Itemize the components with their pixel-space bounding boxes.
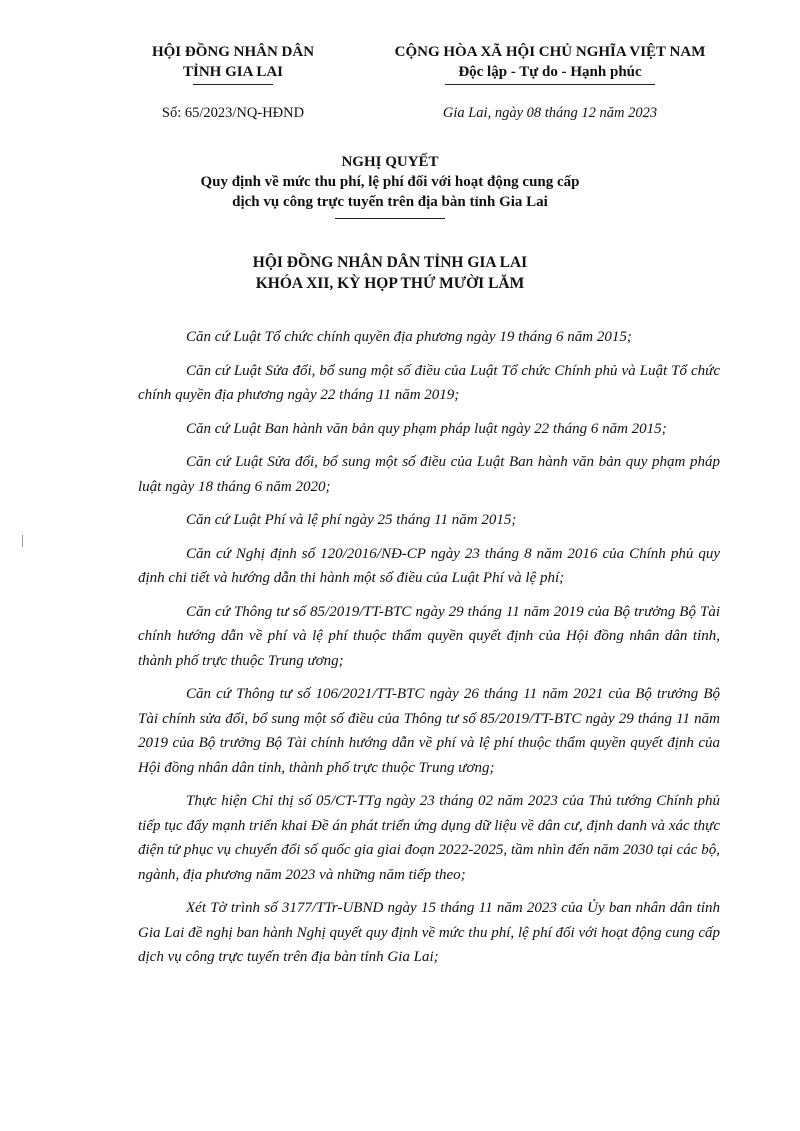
legal-basis-paragraph: Căn cứ Thông tư số 85/2019/TT-BTC ngày 29 tháng 11 năm 2019 của Bộ trưởng Bộ Tài chính hướng dẫn về phí và lệ phí thuộc thẩm quyền quyết định của Hội đồng nhân dân tỉnh, thành phố trực thuộc Trung ương; — [138, 603, 720, 669]
legal-basis-section — [138, 325, 720, 979]
legal-basis-paragraph: Căn cứ Luật Phí và lệ phí ngày 25 tháng 11 năm 2015; — [186, 512, 517, 528]
legal-basis-paragraph: Xét Tờ trình số 3177/TTr-UBND ngày 15 tháng 11 năm 2023 của Ủy ban nhân dân tỉnh Gia Lai đề nghị ban hành Nghị quyết quy định về mức thu phí, lệ phí đối với hoạt động cung cấp dịch vụ công trực tuyến trên địa bàn tỉnh Gia Lai; — [138, 900, 720, 965]
national-motto: Độc lập - Tự do - Hạnh phúc — [458, 64, 642, 80]
resolution-subject-line2: dịch vụ công trực tuyến trên địa bàn tỉnh Gia Lai — [232, 194, 548, 210]
legal-basis-paragraph: Thực hiện Chỉ thị số 05/CT-TTg ngày 23 tháng 02 năm 2023 của Thủ tướng Chính phủ tiếp tục đẩy mạnh triển khai Đề án phát triển ứng dụng dữ liệu về dân cư, định danh và xác thực điện tử phục vụ chuyển đổi số quốc gia giai đoạn 2022-2025, tầm nhìn đến năm 2030 tại các bộ, ngành, địa phương năm 2023 và những năm tiếp theo; — [138, 793, 720, 883]
title-underline — [335, 218, 445, 219]
legal-basis-paragraph: Căn cứ Luật Sửa đổi, bổ sung một số điều của Luật Ban hành văn bản quy phạm pháp luật ngày 18 tháng 6 năm 2020; — [138, 454, 720, 495]
document-number: Số: 65/2023/NQ-HĐND — [161, 105, 305, 121]
document-type: NGHỊ QUYẾT — [341, 154, 439, 170]
legal-basis-paragraph: Căn cứ Luật Sửa đổi, bổ sung một số điều của Luật Tổ chức Chính phủ và Luật Tổ chức chính quyền địa phương ngày 22 tháng 11 năm 2019; — [138, 362, 720, 403]
scan-margin-mark — [22, 535, 23, 547]
agency-underline — [193, 84, 273, 85]
legal-basis-paragraph: Căn cứ Thông tư số 106/2021/TT-BTC ngày 26 tháng 11 năm 2021 của Bộ trưởng Bộ Tài chính sửa đổi, bổ sung một số điều của Thông tư số 85/2019/TT-BTC ngày 29 tháng 11 năm 2019 của Bộ trưởng Bộ Tài chính hướng dẫn về phí và lệ phí thuộc thẩm quyền quyết định của Hội đồng nhân dân tỉnh, thành phố trực thuộc Trung ương; — [138, 686, 720, 776]
issuing-agency-block — [108, 42, 358, 123]
resolution-subject-line1: Quy định về mức thu phí, lệ phí đối với hoạt động cung cấp — [200, 174, 580, 190]
legal-basis-paragraph: Căn cứ Nghị định số 120/2016/NĐ-CP ngày 23 tháng 8 năm 2016 của Chính phủ quy định chi tiết và hướng dẫn thi hành một số điều của Luật Phí và lệ phí; — [138, 545, 720, 586]
motto-underline — [445, 84, 655, 85]
national-heading-block — [360, 42, 740, 123]
legal-basis-paragraph: Căn cứ Luật Ban hành văn bản quy phạm pháp luật ngày 22 tháng 6 năm 2015; — [186, 420, 667, 437]
council-heading — [100, 252, 680, 294]
agency-name-line1: HỘI ĐỒNG NHÂN DÂN — [151, 44, 315, 60]
place-and-date: Gia Lai, ngày 08 tháng 12 năm 2023 — [442, 105, 658, 121]
national-title: CỘNG HÒA XÃ HỘI CHỦ NGHĨA VIỆT NAM — [394, 44, 706, 60]
resolution-title-block — [100, 152, 680, 219]
council-session: KHÓA XII, KỲ HỌP THỨ MƯỜI LĂM — [255, 275, 525, 292]
council-name: HỘI ĐỒNG NHÂN DÂN TỈNH GIA LAI — [252, 254, 528, 271]
legal-basis-paragraph: Căn cứ Luật Tổ chức chính quyền địa phương ngày 19 tháng 6 năm 2015; — [186, 329, 632, 345]
agency-name-line2: TỈNH GIA LAI — [182, 64, 284, 80]
